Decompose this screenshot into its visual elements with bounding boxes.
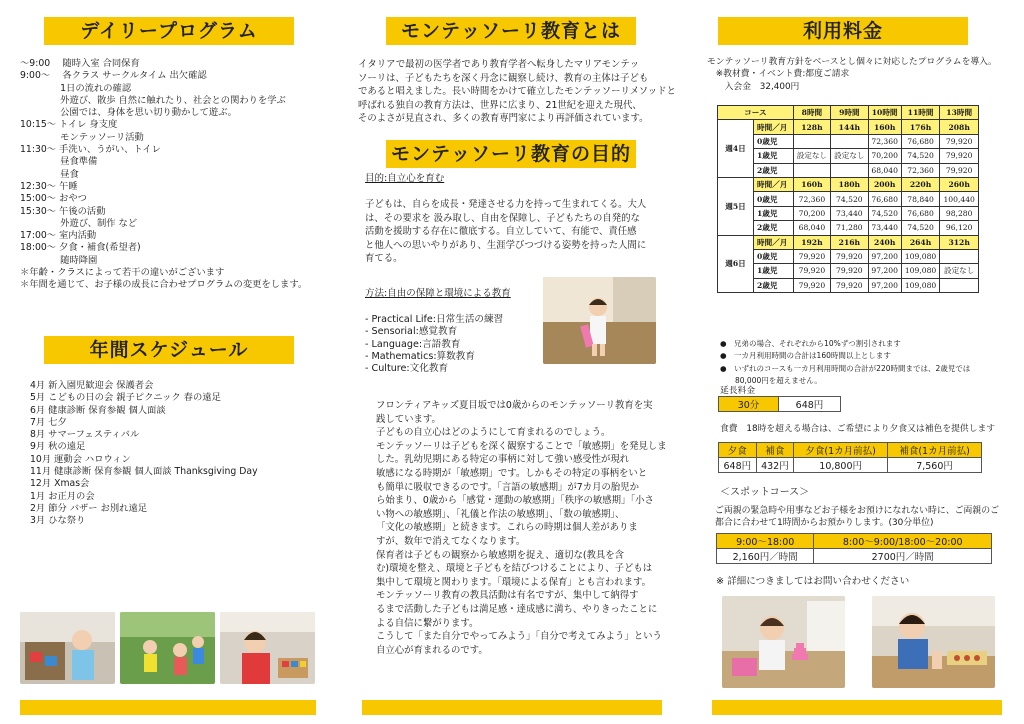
photo-child-with-puzzle	[220, 612, 315, 684]
fee-price-cell: 2歳児	[754, 221, 794, 235]
bottom-bar-right	[712, 700, 1002, 715]
daily-line: 10:15～ トイレ 身支度	[20, 119, 118, 131]
meal-header-cell: 補食(1カ月前払)	[888, 443, 982, 458]
method-item: - Mathematics:算数教育	[365, 350, 475, 362]
bottom-bar-left	[20, 700, 316, 715]
annual-event: 7月 七夕	[30, 416, 67, 428]
fee-note: ● いずれのコースも一カ月利用時間の合計が220時間までは、2歳児では	[720, 363, 971, 373]
fee-price-cell: 68,040	[793, 221, 830, 235]
fee-price-cell: 79,920	[831, 249, 868, 263]
body-line: した。乳幼児期にある特定の事柄に対して強い感受性が現れ	[376, 454, 630, 466]
fee-week-label: 週5日	[718, 177, 754, 235]
intro-line: 呼ばれる独自の教育方法は、世界に広まり、21世紀を迎えた現代、	[358, 99, 642, 111]
fee-price-cell: 68,040	[868, 163, 901, 177]
fee-price-cell: 73,440	[868, 221, 901, 235]
body-line: モンテッソーリは子どもを深く観察することで「敏感期」を発見しま	[376, 440, 667, 452]
fee-price-cell: 設定なし	[940, 264, 979, 278]
montessori-intro	[358, 58, 676, 126]
goal-line: 子どもは、自らを成長・発達させる力を持って生まれてくる。大人	[365, 199, 647, 210]
fee-price-cell: 109,080	[901, 278, 940, 292]
body-line: 敏感になる時期が「敏感期」です。しかもその特定の事柄をいと	[376, 467, 648, 479]
contact-note: ※ 詳細につきましてはお問い合わせください	[716, 576, 910, 587]
fee-price-cell: 97,200	[868, 249, 901, 263]
fee-price-cell: 109,080	[901, 264, 940, 278]
fee-header-cell: 9時間	[831, 106, 868, 120]
fee-price-cell: 1歳児	[754, 206, 794, 220]
fee-price-cell: 74,520	[868, 206, 901, 220]
fee-price-cell: 76,680	[901, 134, 940, 148]
photo-child-with-pink-tower	[543, 277, 656, 364]
goal-line: は、その要求を 汲み取し、自由を保障し、子どもたちの自発的な	[365, 212, 640, 224]
annual-event: 9月 秋の遠足	[30, 441, 86, 453]
fee-price-cell: 設定なし	[831, 149, 868, 163]
annual-event: 3月 ひな祭り	[30, 515, 86, 527]
fee-price-cell: 74,520	[901, 221, 940, 235]
spot-course-description	[715, 505, 999, 530]
daily-line: 11:30～ 手洗い、うがい、トイレ	[20, 144, 161, 156]
photo-children-outdoors	[120, 612, 215, 684]
daily-line: 18:00～ 夕食・補食(希望者)	[20, 242, 141, 254]
fee-price-cell: 0歳児	[754, 249, 794, 263]
daily-line: 15:00～ おやつ	[20, 193, 87, 205]
fees-intro	[707, 57, 997, 94]
photo-child-stacking-blocks	[722, 596, 845, 688]
body-line: も簡単に吸収できるのです。「言語の敏感期」が7カ月の胎児か	[376, 481, 640, 493]
spot-course-title: ＜スポットコース＞	[720, 487, 810, 498]
spot-price-cell: 2,160円／時間	[717, 549, 814, 564]
fee-price-cell: 72,360	[868, 134, 901, 148]
fee-price-cell: 79,920	[940, 149, 979, 163]
body-line: 「文化の敏感期」と続きます。これらの時期は個人差がありま	[376, 522, 638, 534]
daily-schedule	[20, 58, 307, 292]
body-line: 自立心が育まれるのです。	[376, 644, 488, 656]
fee-price-cell: 2歳児	[754, 278, 794, 292]
daily-line: 随時降園	[20, 254, 98, 266]
annual-event: 2月 節分 バザー お別れ遠足	[30, 502, 148, 514]
fee-note: ● 一カ月利用時間の合計は160時間以上とします	[720, 351, 891, 361]
fee-price-cell: 72,360	[793, 192, 830, 206]
daily-line: 9:00～ 各クラス サークルタイム 出欠確認	[20, 70, 207, 82]
fee-price-cell	[793, 163, 830, 177]
fee-intro-line: 入会金 32,400円	[707, 81, 800, 92]
fee-hours-cell: 128h	[793, 120, 830, 134]
body-line: 集中して環境と関わります。「環境による保育」とも言われます。	[376, 576, 652, 588]
body-line: む)環境を整え、環境と子どもを結びつけることにより、子どもは	[376, 563, 653, 575]
daily-line: 昼食	[20, 168, 79, 180]
fee-hours-cell: 160h	[793, 177, 830, 191]
method-item: - Language:言語教育	[365, 338, 461, 350]
intro-line: ソーリは、子どもたちを深く丹念に観察し続け、教育の主体は子ども	[358, 72, 649, 84]
fee-hours-cell: 208h	[940, 120, 979, 134]
fee-price-cell	[793, 134, 830, 148]
fees-title: 利用料金	[718, 17, 968, 45]
spot-line: ご両親の緊急時や用事などお子様をお預けになれない時に、ご両親のご	[715, 506, 999, 516]
fee-intro-line: ※教材費・イベント費:都度ご請求	[707, 69, 850, 80]
photo-child-playing-toys	[20, 612, 115, 684]
fee-price-cell: 設定なし	[793, 149, 830, 163]
fee-hours-cell: 216h	[831, 235, 868, 249]
annual-event: 10月 運動会 ハロウィン	[30, 453, 131, 465]
goal-line: と他人への思いやりがあり、生涯学びつづける姿勢を持った人間に	[365, 239, 647, 251]
fee-price-cell: 76,680	[901, 206, 940, 220]
montessori-body	[376, 399, 667, 657]
body-line: こうして「また自分でやってみよう」「自分で考えてみよう」という	[376, 631, 662, 643]
intro-line: そのよさが見直され、多くの教育専門家により再評価されています。	[358, 113, 649, 125]
fee-price-cell: 96,120	[940, 221, 979, 235]
body-line: すが、数年で消えてなくなります。	[376, 535, 526, 547]
meal-header-cell: 補食	[756, 443, 794, 458]
fee-price-cell	[940, 278, 979, 292]
fee-price-cell: 98,280	[940, 206, 979, 220]
fee-header-cell: 10時間	[868, 106, 901, 120]
extension-price: 648円	[779, 397, 841, 412]
daily-line: 15:30～ 午後の活動	[20, 205, 106, 217]
goal-heading: 目的:自立心を育む	[365, 173, 445, 184]
annual-event: 5月 こどもの日の会 親子ピクニック 春の遠足	[30, 392, 221, 404]
fee-hours-cell: 144h	[831, 120, 868, 134]
meal-note: 食費 18時を超える場合は、ご希望により夕食又は補色を提供します	[720, 424, 996, 434]
body-line: 保育者は子どもの観察から敏感期を捉え、適切な(教具を含	[376, 549, 624, 561]
fee-price-cell: 79,920	[940, 134, 979, 148]
fee-table	[717, 105, 979, 293]
meal-table	[718, 442, 982, 473]
daily-line: 17:00～ 室内活動	[20, 230, 97, 242]
fee-hours-cell: 260h	[940, 177, 979, 191]
extension-label: 延長料金	[720, 386, 756, 396]
body-line: フロンティアキッズ夏目坂では0歳からのモンテッソーリ教育を実	[376, 400, 653, 411]
body-line: 践しています。	[376, 413, 441, 425]
fee-price-cell: 1歳児	[754, 149, 794, 163]
method-list	[365, 313, 503, 374]
daily-line: 1日の流れの確認	[20, 82, 132, 94]
fee-header-cell: 13時間	[940, 106, 979, 120]
fee-price-cell: 0歳児	[754, 134, 794, 148]
daily-line: ＊年齢・クラスによって若干の違いがございます	[20, 267, 225, 279]
fee-price-cell: 76,680	[868, 192, 901, 206]
goal-paragraph	[365, 198, 646, 266]
fee-hours-cell: 192h	[793, 235, 830, 249]
body-line: い物への敏感期」、「礼儀と作法の敏感期」、「数の敏感期」、	[376, 508, 625, 520]
daily-line: 12:30～ 午睡	[20, 180, 78, 192]
body-line: モンテッソーリ教育の教具活動は有名ですが、集中して納得す	[376, 590, 639, 602]
fee-price-cell: 0歳児	[754, 192, 794, 206]
annual-event: 11月 健康診断 保育参観 個人面談 Thanksgiving Day	[30, 466, 258, 478]
body-line: よる自信に繋がります。	[376, 617, 479, 629]
fee-hours-cell: 時間／月	[754, 120, 794, 134]
spot-header-cell: 9:00～18:00	[717, 534, 814, 549]
fee-hours-cell: 180h	[831, 177, 868, 191]
goal-line: 育てる。	[365, 253, 403, 265]
daily-line: ＊年間を通じて、お子様の成長に合わせプログラムの変更をします。	[20, 279, 308, 291]
fee-week-label: 週4日	[718, 120, 754, 178]
annual-event: 8月 サマーフェスティバル	[30, 429, 140, 441]
fee-price-cell: 72,360	[901, 163, 940, 177]
fee-hours-cell: 264h	[901, 235, 940, 249]
daily-line: モンテッソーリ活動	[20, 131, 144, 143]
fee-hours-cell: 176h	[901, 120, 940, 134]
meal-header-cell: 夕食(1カ月前払)	[794, 443, 888, 458]
daily-program-title: デイリープログラム	[44, 17, 294, 45]
extension-table	[718, 396, 841, 412]
fee-price-cell: 79,920	[831, 278, 868, 292]
extension-unit: 30分	[719, 397, 779, 412]
meal-price-cell: 10,800円	[794, 458, 888, 473]
method-item: - Sensorial:感覚教育	[365, 326, 458, 338]
fee-note: 80,000円を超えません。	[720, 375, 822, 385]
fee-hours-cell: 時間／月	[754, 177, 794, 191]
spot-line: 都合に合わせて1時間からお預かりします。(30分単位)	[715, 518, 934, 529]
spot-price-cell: 2700円／時間	[814, 549, 992, 564]
fee-price-cell: 97,200	[868, 264, 901, 278]
fee-header-cell: 11時間	[901, 106, 940, 120]
fee-price-cell: 109,080	[901, 249, 940, 263]
meal-price-cell: 7,560円	[888, 458, 982, 473]
fee-price-cell	[831, 163, 868, 177]
montessori-goal-title: モンテッソーリ教育の目的	[386, 140, 636, 168]
bottom-bar-middle	[362, 700, 662, 715]
fee-hours-cell: 312h	[940, 235, 979, 249]
body-line: るまで活動した子どもは満足感・達成感に満ち、やりきったことに	[376, 603, 658, 615]
fee-price-cell: 79,920	[793, 264, 830, 278]
photo-child-with-materials	[872, 596, 995, 688]
fee-price-cell: 71,280	[831, 221, 868, 235]
goal-line: 活動を援助する存在に徹底する。自立していて、有能で、責任感	[365, 226, 637, 238]
fee-price-cell: 70,200	[868, 149, 901, 163]
fee-hours-cell: 時間／月	[754, 235, 794, 249]
fee-price-cell	[831, 134, 868, 148]
daily-line: 外遊び、散歩 自然に触れたり、社会との関わりを学ぶ	[20, 94, 286, 106]
daily-line: ～9:00 随時入室 合同保育	[20, 58, 140, 69]
fee-notes	[720, 338, 970, 387]
fee-price-cell: 74,520	[901, 149, 940, 163]
fee-price-cell: 100,440	[940, 192, 979, 206]
daily-line: 公園では、身体を思い切り動かして遊ぶ。	[20, 107, 237, 119]
fee-price-cell: 79,920	[831, 264, 868, 278]
fee-hours-cell: 220h	[901, 177, 940, 191]
fee-price-cell: 79,920	[793, 249, 830, 263]
fee-price-cell: 97,200	[868, 278, 901, 292]
method-heading: 方法:自由の保障と環境による教育	[365, 288, 511, 299]
body-line: ら始まり、0歳から「感覚・運動の敏感期」「秩序の敏感期」「小さ	[376, 495, 654, 507]
fee-price-cell: 74,520	[831, 192, 868, 206]
annual-event: 12月 Xmas会	[30, 478, 90, 490]
annual-event: 6月 健康診断 保育参観 個人面談	[30, 404, 166, 416]
meal-header-cell: 夕食	[719, 443, 757, 458]
fee-price-cell: 79,920	[940, 163, 979, 177]
fee-week-label: 週6日	[718, 235, 754, 293]
fee-hours-cell: 160h	[868, 120, 901, 134]
meal-price-cell: 432円	[756, 458, 794, 473]
intro-line: イタリアで最初の医学者であり教育学者へ転身したマリアモンテッ	[358, 59, 640, 70]
fee-price-cell: 79,920	[793, 278, 830, 292]
montessori-title: モンテッソーリ教育とは	[386, 17, 636, 45]
fee-price-cell: 78,840	[901, 192, 940, 206]
fee-price-cell: 73,440	[831, 206, 868, 220]
fee-price-cell: 1歳児	[754, 264, 794, 278]
method-item: - Practical Life:日常生活の練習	[365, 314, 504, 325]
annual-schedule	[30, 376, 258, 527]
fee-intro-line: モンテッソーリ教育方針をベースとし個々に対応したプログラムを導入。	[707, 57, 997, 67]
fee-header-cell: 8時間	[793, 106, 830, 120]
intro-line: であると唱えました。長い時間をかけて確立したモンテッソーリメソッドと	[358, 86, 676, 98]
meal-price-cell: 648円	[719, 458, 757, 473]
fee-note: ● 兄弟の場合、それぞれから10%ずつ割引されます	[720, 339, 901, 348]
spot-header-cell: 8:00～9:00/18:00～20:00	[814, 534, 992, 549]
annual-event: 4月 新入園児歓迎会 保護者会	[30, 380, 154, 391]
daily-line: 昼食準備	[20, 156, 98, 168]
fee-header-cell: コース	[718, 106, 794, 120]
fee-hours-cell: 240h	[868, 235, 901, 249]
fee-price-cell: 70,200	[793, 206, 830, 220]
daily-line: 外遊び、制作 など	[20, 217, 138, 229]
method-item: - Culture:文化教育	[365, 363, 449, 375]
spot-table	[716, 533, 992, 564]
fee-hours-cell: 200h	[868, 177, 901, 191]
annual-schedule-title: 年間スケジュール	[44, 336, 294, 364]
body-line: 子どもの自立心はどのようにして育まれるのでしょう。	[376, 427, 611, 439]
fee-price-cell: 2歳児	[754, 163, 794, 177]
annual-event: 1月 お正月の会	[30, 490, 95, 502]
fee-price-cell	[940, 249, 979, 263]
